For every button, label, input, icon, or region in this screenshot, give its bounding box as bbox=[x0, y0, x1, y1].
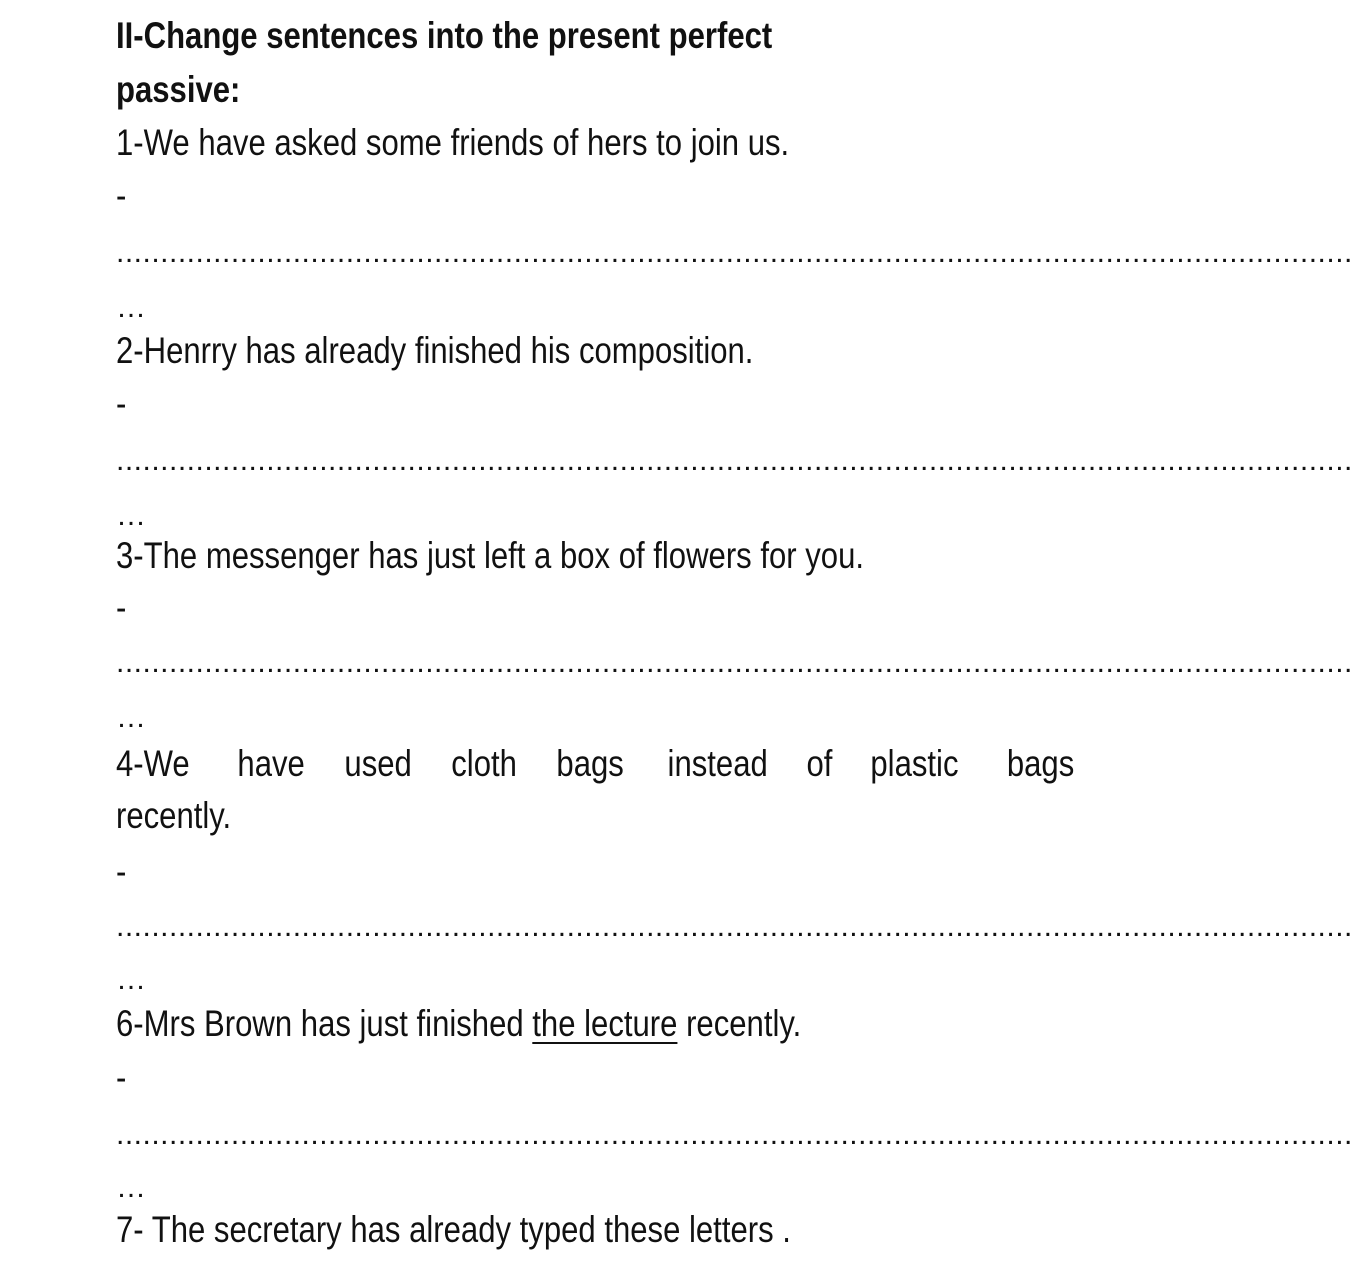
sentence-6 bbox=[116, 1002, 801, 1046]
sentence-1: 1-We have asked some friends of hers to join us. bbox=[116, 122, 790, 163]
sentence-4-words bbox=[116, 742, 1074, 786]
sentence-6-before: 6-Mrs Brown has just finished bbox=[116, 1003, 533, 1044]
answer-dotted-line[interactable]: ............................................................................................................................................ bbox=[116, 444, 1353, 477]
sentence-4-word: bags bbox=[556, 743, 625, 784]
sentence-4-word: instead bbox=[667, 743, 768, 784]
sentence-4-line2: recently. bbox=[116, 795, 232, 836]
sentence-4-line1 bbox=[116, 742, 1074, 786]
answer-ellipsis: … bbox=[116, 499, 146, 532]
answer-dash: - bbox=[116, 587, 127, 628]
answer-dotted-line[interactable]: ............................................................................................................................................ bbox=[116, 910, 1353, 943]
sentence-4-word: of bbox=[806, 743, 833, 784]
sentence-4-word: have bbox=[237, 743, 305, 784]
sentence-4-word: cloth bbox=[451, 743, 518, 784]
answer-dash: - bbox=[116, 383, 127, 424]
answer-dotted-line[interactable]: ............................................................................................................................................ bbox=[116, 1118, 1353, 1151]
sentence-4-word: used bbox=[344, 743, 412, 784]
sentence-4-word: bags bbox=[1006, 743, 1074, 784]
sentence-4-word: 4-We bbox=[116, 743, 190, 784]
answer-dash: - bbox=[116, 851, 127, 892]
answer-dotted-line[interactable]: ............................................................................................................................................ bbox=[116, 646, 1353, 679]
sentence-2: 2-Henrry has already finished his composition. bbox=[116, 330, 754, 371]
section-title-line1: II-Change sentences into the present perfect bbox=[116, 15, 773, 56]
section-title-line2: passive: bbox=[116, 69, 241, 110]
answer-dash: - bbox=[116, 1057, 127, 1098]
answer-ellipsis: … bbox=[116, 1171, 146, 1204]
answer-dotted-line[interactable]: ............................................................................................................................................ bbox=[116, 236, 1353, 269]
answer-ellipsis: … bbox=[116, 701, 146, 734]
sentence-6-after: recently. bbox=[677, 1003, 802, 1044]
sentence-7: 7- The secretary has already typed these letters . bbox=[116, 1209, 791, 1250]
answer-dash: - bbox=[116, 175, 127, 216]
answer-ellipsis: … bbox=[116, 291, 146, 324]
sentence-3: 3-The messenger has just left a box of flowers for you. bbox=[116, 535, 865, 576]
sentence-4-word: plastic bbox=[870, 743, 959, 784]
sentence-6-underlined: the lecture bbox=[532, 1003, 678, 1044]
answer-ellipsis: … bbox=[116, 963, 146, 996]
